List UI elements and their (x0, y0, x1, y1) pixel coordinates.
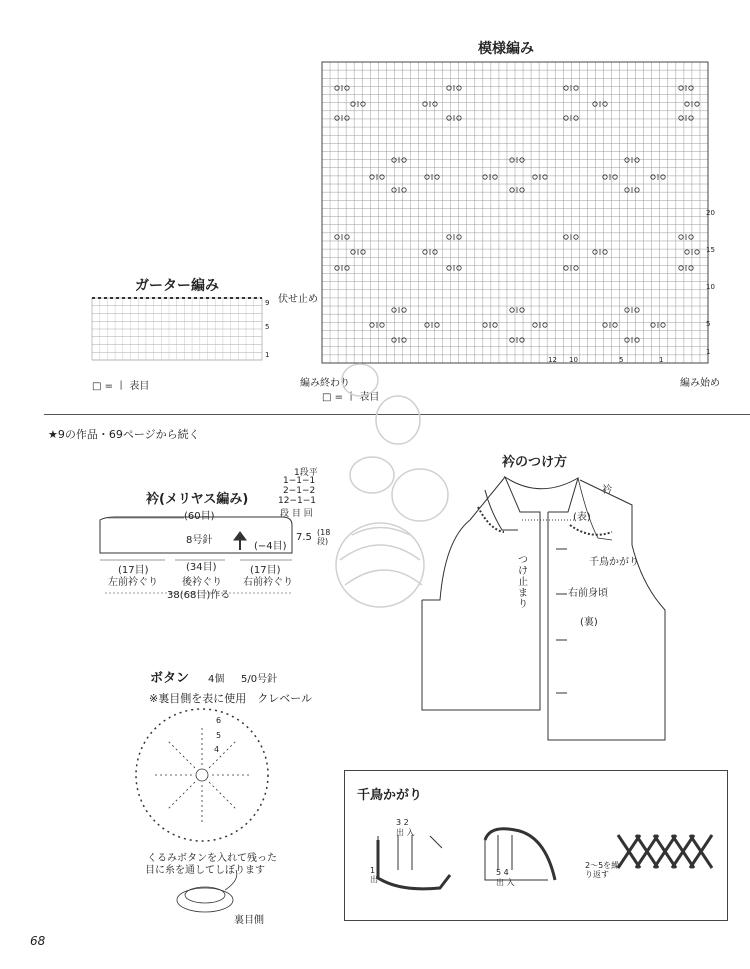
collar-height: 7.5 (296, 532, 312, 543)
collar-right-count: (17目) (250, 565, 281, 576)
collar-dec-header: 1段平 (294, 468, 318, 478)
pattern-row-5: 5 (706, 320, 711, 328)
collar-dec-units: 段 目 回 (280, 509, 313, 519)
pattern-row-20: 20 (706, 209, 715, 217)
collar-dec-line-2: 2−1−2 (283, 486, 316, 496)
collar-bottom: 38(68目)作る (167, 590, 231, 601)
collar-top-count: (60目) (184, 511, 215, 522)
herringbone-step1-top2: 出 入 (396, 828, 415, 837)
collar-center-count: (34目) (186, 562, 217, 573)
collar-dec-line-3: 12−1−1 (278, 496, 316, 506)
garter-row-9: 9 (265, 299, 270, 307)
herringbone-step2-bottom: 5 4 (496, 868, 509, 877)
pattern-col-5: 5 (619, 356, 624, 364)
button-diagram (136, 709, 268, 912)
collar-title: 衿(メリヤス編み) (146, 492, 249, 507)
collar-attach-back-label: (裏) (580, 617, 598, 628)
collar-decrease: (−4目) (254, 541, 287, 552)
garter-bindoff-label: 伏せ止め (278, 294, 318, 305)
button-instruction-2: 目に糸を通してしぼります (145, 865, 265, 876)
herringbone-repeat: 2〜5を繰り返す (585, 861, 620, 879)
page-number: 68 (30, 934, 46, 948)
button-title: ボタン (150, 671, 190, 686)
pattern-col-10: 10 (569, 356, 578, 364)
vest-body (422, 477, 665, 740)
collar-attach-collar-label: 衿 (602, 485, 612, 496)
garter-legend: □ = 丨 表目 (92, 381, 150, 392)
pattern-row-10: 10 (706, 283, 715, 291)
herringbone-step2-bottom2: 出 入 (496, 878, 515, 887)
collar-attach-title: 衿のつけ方 (502, 455, 568, 470)
garter-row-1: 1 (265, 351, 270, 359)
herringbone-illustrations (378, 829, 712, 889)
pattern-legend: □ = 丨 表目 (322, 392, 380, 403)
pattern-col-12: 12 (548, 356, 557, 364)
button-note: ※裏目側を表に使用 クレベール (149, 692, 312, 705)
button-needle: 5/0号針 (241, 674, 278, 685)
collar-needle: 8号針 (186, 535, 213, 546)
collar-left-count: (17目) (118, 565, 149, 576)
pattern-start-label: 編み始め (680, 378, 720, 389)
herringbone-step1-out: 1出 (370, 866, 378, 884)
continued-note: ★9の作品・69ページから続く (48, 428, 200, 441)
button-row-6: 6 (216, 716, 222, 725)
collar-piece (100, 517, 292, 593)
pattern-row-15: 15 (706, 246, 715, 254)
collar-dec-line-1: 1−1−1 (283, 476, 316, 486)
collar-attach-stop-label: つけ止まり (518, 555, 528, 610)
pattern-col-1: 1 (659, 356, 664, 364)
pattern-end-label: 編み終わり (300, 378, 350, 389)
collar-attach-front-label: (表) (573, 512, 591, 523)
collar-attach-body-label: 右前身頃 (568, 588, 608, 599)
collar-attach-herringbone-label: 千鳥かがり (589, 557, 639, 568)
button-instruction-1: くるみボタンを入れて残った (147, 853, 277, 864)
watermark-cactus (336, 364, 448, 607)
collar-left-label: 左前衿ぐり (108, 577, 158, 588)
button-row-5: 5 (216, 731, 222, 740)
collar-right-label: 右前衿ぐり (243, 577, 293, 588)
pattern-title: 模様編み (478, 41, 534, 57)
herringbone-step1-top: 3 2 (396, 818, 409, 827)
pattern-row-1: 1 (706, 348, 711, 356)
button-row-4: 4 (214, 745, 220, 754)
herringbone-title: 千鳥かがり (357, 788, 423, 803)
garter-row-5: 5 (265, 323, 270, 331)
collar-center-label: 後衿ぐり (182, 577, 222, 588)
button-back-label: 裏目側 (234, 915, 264, 926)
garter-title: ガーター編み (135, 278, 219, 294)
button-count: 4個 (208, 674, 225, 685)
collar-rows: (18段) (317, 528, 331, 546)
